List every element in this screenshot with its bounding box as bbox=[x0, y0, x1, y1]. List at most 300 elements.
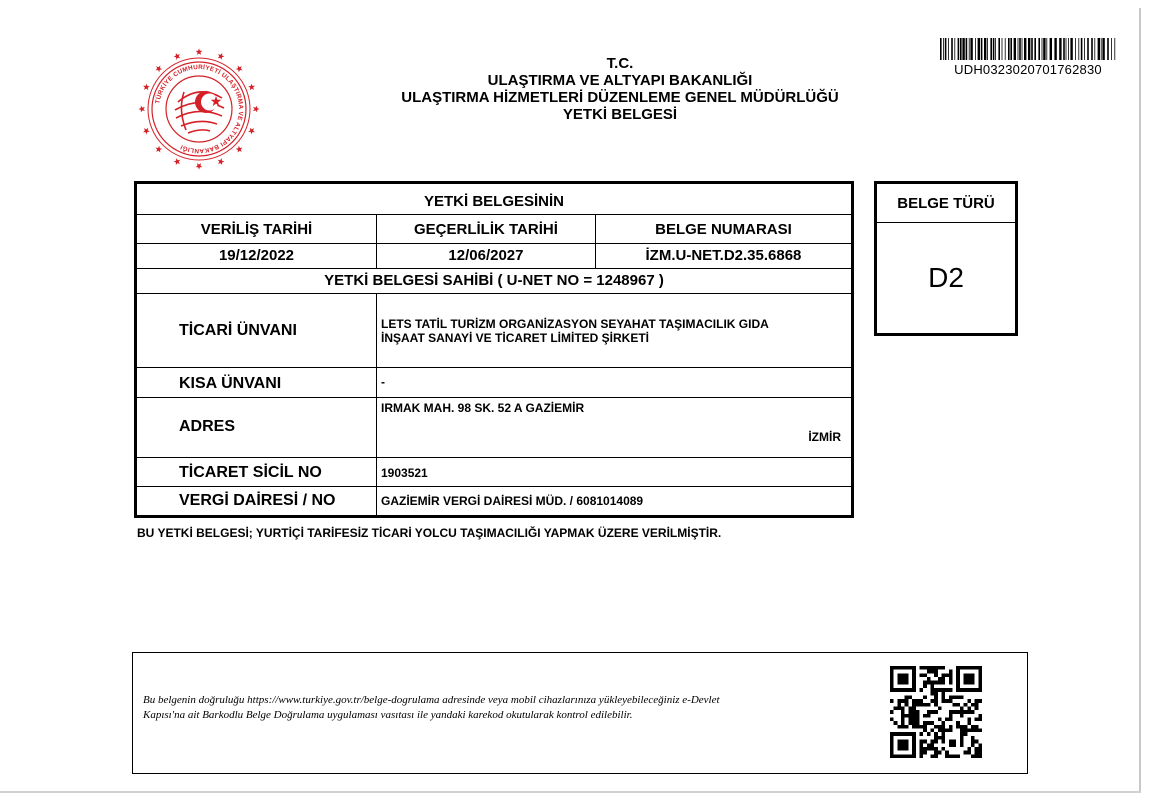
holder-title: YETKİ BELGESİ SAHİBİ ( U-NET NO = 1248967 ) bbox=[136, 268, 853, 293]
tax-office-label: VERGİ DAİRESİ / NO bbox=[136, 486, 377, 516]
qr-module bbox=[912, 688, 916, 692]
qr-module bbox=[964, 673, 968, 677]
qr-module bbox=[945, 754, 949, 758]
barcode-bar bbox=[962, 38, 964, 60]
qr-module bbox=[956, 673, 960, 677]
seal-star-icon bbox=[218, 53, 225, 60]
qr-module bbox=[964, 703, 968, 707]
qr-module bbox=[919, 725, 923, 729]
qr-module bbox=[912, 699, 916, 703]
qr-module bbox=[978, 714, 982, 718]
qr-module bbox=[978, 677, 982, 681]
column-valid-until: GEÇERLİLİK TARİHİ bbox=[377, 215, 596, 243]
qr-module bbox=[942, 695, 946, 699]
seal-star-icon bbox=[155, 65, 162, 72]
qr-module bbox=[890, 688, 894, 692]
qr-module bbox=[949, 743, 953, 747]
barcode-bar bbox=[1014, 38, 1016, 60]
qr-module bbox=[919, 747, 923, 751]
trade-name-line-1: LETS TATİL TURİZM ORGANİZASYON SEYAHAT TAŞIMACILIK GIDA bbox=[381, 316, 769, 331]
qr-module bbox=[942, 673, 946, 677]
qr-module bbox=[890, 666, 894, 670]
trade-name-label: TİCARİ ÜNVANI bbox=[136, 293, 377, 367]
qr-module bbox=[978, 666, 982, 670]
document-number-value: İZM.U-NET.D2.35.6868 bbox=[595, 243, 852, 268]
header-directorate: ULAŞTIRMA HİZMETLERİ DÜZENLEME GENEL MÜDÜRLÜĞÜ bbox=[401, 89, 839, 106]
qr-module bbox=[945, 751, 949, 755]
qr-module bbox=[978, 688, 982, 692]
barcode-bar bbox=[1091, 38, 1093, 60]
qr-module bbox=[905, 747, 909, 751]
qr-module bbox=[927, 732, 931, 736]
qr-module bbox=[942, 729, 946, 733]
qr-module bbox=[897, 732, 901, 736]
qr-module bbox=[927, 670, 931, 674]
qr-module bbox=[934, 666, 938, 670]
qr-module bbox=[901, 673, 905, 677]
qr-module bbox=[912, 706, 916, 710]
barcode-bar bbox=[981, 38, 983, 60]
qr-module bbox=[890, 743, 894, 747]
qr-module bbox=[938, 729, 942, 733]
barcode-bar bbox=[993, 38, 995, 60]
qr-module bbox=[894, 706, 898, 710]
qr-module bbox=[919, 751, 923, 755]
qr-module bbox=[978, 751, 982, 755]
qr-module bbox=[923, 740, 927, 744]
qr-module bbox=[942, 747, 946, 751]
qr-module bbox=[927, 710, 931, 714]
barcode-bar bbox=[951, 38, 953, 60]
qr-module bbox=[938, 677, 942, 681]
qr-module bbox=[964, 751, 968, 755]
qr-module bbox=[923, 684, 927, 688]
qr-module bbox=[975, 740, 979, 744]
qr-module bbox=[942, 681, 946, 685]
qr-module bbox=[923, 666, 927, 670]
qr-module bbox=[923, 751, 927, 755]
barcode-bar bbox=[1054, 38, 1056, 60]
qr-module bbox=[956, 677, 960, 681]
barcode-bar bbox=[1107, 38, 1109, 60]
barcode-bar bbox=[1087, 38, 1089, 60]
qr-module bbox=[901, 677, 905, 681]
qr-module bbox=[960, 732, 964, 736]
qr-module bbox=[901, 706, 905, 710]
qr-module bbox=[890, 740, 894, 744]
barcode-bar bbox=[1042, 38, 1043, 60]
barcode-bar bbox=[1063, 38, 1065, 60]
barcode-bar bbox=[940, 38, 942, 60]
qr-module bbox=[934, 740, 938, 744]
qr-module bbox=[942, 740, 946, 744]
qr-module bbox=[978, 747, 982, 751]
qr-module bbox=[897, 688, 901, 692]
qr-module bbox=[905, 754, 909, 758]
qr-module bbox=[894, 688, 898, 692]
header-country: T.C. bbox=[606, 55, 634, 72]
qr-module bbox=[916, 725, 920, 729]
qr-module bbox=[897, 706, 901, 710]
qr-module bbox=[919, 666, 923, 670]
qr-module bbox=[901, 747, 905, 751]
qr-module bbox=[967, 688, 971, 692]
barcode-bar bbox=[995, 38, 996, 60]
qr-module bbox=[916, 699, 920, 703]
qr-module bbox=[930, 721, 934, 725]
qr-module bbox=[919, 740, 923, 744]
qr-module bbox=[964, 725, 968, 729]
qr-module bbox=[930, 743, 934, 747]
section-title: YETKİ BELGESİNİN bbox=[136, 183, 853, 215]
qr-module bbox=[975, 754, 979, 758]
qr-module bbox=[956, 688, 960, 692]
barcode-bar bbox=[1034, 38, 1036, 60]
qr-module bbox=[964, 688, 968, 692]
header-document-title: YETKİ BELGESİ bbox=[562, 106, 678, 123]
barcode-bar bbox=[1101, 38, 1102, 60]
qr-module bbox=[890, 684, 894, 688]
ministry-seal-icon bbox=[134, 44, 264, 174]
qr-module bbox=[905, 699, 909, 703]
qr-module bbox=[890, 670, 894, 674]
qr-module bbox=[901, 743, 905, 747]
qr-module bbox=[912, 754, 916, 758]
qr-module bbox=[912, 725, 916, 729]
qr-module bbox=[949, 754, 953, 758]
barcode-bar bbox=[975, 38, 976, 60]
certificate-type-box bbox=[874, 181, 1018, 336]
qr-module bbox=[971, 703, 975, 707]
qr-module bbox=[923, 703, 927, 707]
qr-module bbox=[912, 681, 916, 685]
qr-module bbox=[927, 677, 931, 681]
short-name-value: - bbox=[377, 368, 853, 397]
qr-module bbox=[938, 706, 942, 710]
barcode-bar bbox=[1010, 38, 1012, 60]
qr-module bbox=[912, 732, 916, 736]
qr-module bbox=[934, 747, 938, 751]
qr-module bbox=[964, 666, 968, 670]
seal-star-icon bbox=[138, 106, 145, 113]
qr-module bbox=[894, 666, 898, 670]
qr-module bbox=[916, 714, 920, 718]
qr-module bbox=[930, 670, 934, 674]
qr-module bbox=[897, 725, 901, 729]
address-value bbox=[377, 397, 853, 458]
qr-module bbox=[949, 740, 953, 744]
qr-module bbox=[897, 754, 901, 758]
barcode-bar bbox=[1084, 38, 1085, 60]
qr-module bbox=[923, 721, 927, 725]
qr-module bbox=[934, 673, 938, 677]
certificate-table bbox=[134, 181, 854, 518]
qr-module bbox=[905, 681, 909, 685]
qr-module bbox=[964, 732, 968, 736]
seal-star-icon bbox=[196, 48, 203, 55]
barcode-bar bbox=[1075, 38, 1076, 60]
qr-code-icon[interactable] bbox=[890, 666, 982, 758]
column-issue-date: VERİLİŞ TARİHİ bbox=[136, 215, 377, 243]
address-label: ADRES bbox=[136, 397, 377, 458]
qr-module bbox=[905, 688, 909, 692]
qr-module bbox=[953, 695, 957, 699]
qr-module bbox=[905, 673, 909, 677]
trade-name-value bbox=[377, 293, 853, 367]
qr-module bbox=[901, 754, 905, 758]
qr-module bbox=[908, 706, 912, 710]
qr-module bbox=[908, 688, 912, 692]
qr-module bbox=[930, 699, 934, 703]
qr-module bbox=[934, 732, 938, 736]
barcode-bar bbox=[1043, 38, 1045, 60]
qr-module bbox=[890, 699, 894, 703]
qr-module bbox=[930, 688, 934, 692]
qr-module bbox=[942, 666, 946, 670]
qr-module bbox=[949, 699, 953, 703]
qr-module bbox=[930, 740, 934, 744]
barcode-bar bbox=[1031, 38, 1033, 60]
qr-module bbox=[916, 703, 920, 707]
qr-module bbox=[897, 673, 901, 677]
qr-module bbox=[912, 721, 916, 725]
qr-module bbox=[978, 729, 982, 733]
seal-star-icon bbox=[174, 158, 181, 165]
qr-module bbox=[927, 743, 931, 747]
qr-module bbox=[901, 718, 905, 722]
qr-module bbox=[912, 736, 916, 740]
qr-module bbox=[934, 725, 938, 729]
qr-module bbox=[923, 673, 927, 677]
qr-module bbox=[942, 677, 946, 681]
qr-module bbox=[912, 751, 916, 755]
qr-module bbox=[901, 666, 905, 670]
qr-module bbox=[949, 718, 953, 722]
qr-module bbox=[912, 684, 916, 688]
qr-module bbox=[919, 688, 923, 692]
qr-module bbox=[894, 721, 898, 725]
qr-module bbox=[930, 710, 934, 714]
qr-module bbox=[927, 666, 931, 670]
verification-text bbox=[143, 693, 873, 723]
qr-module bbox=[901, 732, 905, 736]
barcode-bar bbox=[1114, 38, 1115, 60]
qr-module bbox=[942, 688, 946, 692]
seal-text: TÜRKİYE CUMHURİYETİ ULAŞTIRMA VE ALTYAPI BAKANLIĞI bbox=[154, 63, 245, 155]
barcode-number: UDH0323020701762830 bbox=[954, 62, 1102, 77]
qr-module bbox=[927, 714, 931, 718]
qr-module bbox=[912, 670, 916, 674]
barcode-bar bbox=[1008, 38, 1010, 60]
qr-module bbox=[971, 729, 975, 733]
qr-module bbox=[919, 754, 923, 758]
qr-module bbox=[908, 666, 912, 670]
qr-module bbox=[960, 743, 964, 747]
qr-module bbox=[967, 706, 971, 710]
barcode-bar bbox=[1024, 38, 1026, 60]
seal-star-icon bbox=[248, 84, 255, 91]
qr-module bbox=[978, 718, 982, 722]
barcode-bar bbox=[960, 38, 962, 60]
qr-module bbox=[908, 710, 912, 714]
barcode-bar bbox=[1002, 38, 1003, 60]
certificate-type-label: BELGE TÜRÜ bbox=[877, 184, 1015, 223]
qr-module bbox=[905, 732, 909, 736]
qr-module bbox=[938, 725, 942, 729]
qr-module bbox=[890, 673, 894, 677]
qr-module bbox=[978, 754, 982, 758]
qr-module bbox=[912, 710, 916, 714]
qr-module bbox=[945, 699, 949, 703]
qr-module bbox=[930, 747, 934, 751]
qr-module bbox=[901, 725, 905, 729]
qr-module bbox=[930, 666, 934, 670]
qr-module bbox=[930, 692, 934, 696]
qr-module bbox=[897, 743, 901, 747]
document-header bbox=[300, 55, 940, 123]
qr-module bbox=[938, 751, 942, 755]
qr-module bbox=[930, 681, 934, 685]
qr-module bbox=[971, 754, 975, 758]
barcode-bar bbox=[970, 38, 972, 60]
barcode-bar bbox=[958, 38, 960, 60]
qr-module bbox=[956, 684, 960, 688]
qr-module bbox=[934, 703, 938, 707]
column-document-number: BELGE NUMARASI bbox=[595, 215, 852, 243]
qr-module bbox=[967, 718, 971, 722]
qr-module bbox=[890, 751, 894, 755]
barcode-bar bbox=[948, 38, 949, 60]
qr-module bbox=[901, 699, 905, 703]
qr-module bbox=[905, 740, 909, 744]
qr-module bbox=[912, 747, 916, 751]
barcode-bar bbox=[969, 38, 970, 60]
barcode-bar bbox=[1070, 38, 1072, 60]
qr-module bbox=[975, 703, 979, 707]
address-line: IRMAK MAH. 98 SK. 52 A GAZİEMİR bbox=[381, 400, 585, 415]
qr-module bbox=[934, 681, 938, 685]
qr-module bbox=[938, 688, 942, 692]
barcode-bar bbox=[1028, 38, 1030, 60]
qr-module bbox=[964, 681, 968, 685]
barcode-bar bbox=[1022, 38, 1023, 60]
qr-module bbox=[897, 677, 901, 681]
qr-module bbox=[975, 751, 979, 755]
qr-module bbox=[960, 736, 964, 740]
qr-module bbox=[890, 718, 894, 722]
qr-module bbox=[938, 681, 942, 685]
qr-module bbox=[956, 666, 960, 670]
qr-module bbox=[927, 703, 931, 707]
qr-module bbox=[916, 721, 920, 725]
qr-module bbox=[956, 721, 960, 725]
qr-module bbox=[960, 695, 964, 699]
barcode-bar bbox=[1059, 38, 1061, 60]
barcode-icon bbox=[940, 38, 1116, 60]
barcode-bar bbox=[1050, 38, 1052, 60]
barcode-bar bbox=[1094, 38, 1095, 60]
qr-module bbox=[897, 699, 901, 703]
qr-module bbox=[894, 732, 898, 736]
qr-module bbox=[967, 751, 971, 755]
qr-module bbox=[949, 688, 953, 692]
seal-star-icon bbox=[196, 163, 203, 170]
qr-module bbox=[956, 681, 960, 685]
qr-module bbox=[945, 718, 949, 722]
qr-module bbox=[927, 747, 931, 751]
qr-module bbox=[890, 677, 894, 681]
qr-module bbox=[945, 673, 949, 677]
qr-module bbox=[960, 706, 964, 710]
issue-date-value: 19/12/2022 bbox=[136, 243, 377, 268]
barcode-bar bbox=[998, 38, 1000, 60]
qr-module bbox=[975, 666, 979, 670]
qr-module bbox=[971, 673, 975, 677]
verification-box bbox=[132, 652, 1028, 774]
qr-module bbox=[934, 751, 938, 755]
qr-module bbox=[897, 666, 901, 670]
qr-module bbox=[912, 703, 916, 707]
qr-module bbox=[967, 666, 971, 670]
barcode-bar bbox=[978, 38, 980, 60]
qr-module bbox=[975, 729, 979, 733]
barcode-bar bbox=[1018, 38, 1019, 60]
qr-module bbox=[890, 681, 894, 685]
seal-star-icon bbox=[155, 146, 162, 153]
qr-module bbox=[975, 718, 979, 722]
qr-module bbox=[934, 736, 938, 740]
qr-module bbox=[912, 740, 916, 744]
registry-label: TİCARET SİCİL NO bbox=[136, 458, 377, 486]
qr-module bbox=[960, 714, 964, 718]
qr-module bbox=[949, 677, 953, 681]
qr-module bbox=[897, 740, 901, 744]
qr-module bbox=[975, 747, 979, 751]
qr-module bbox=[956, 710, 960, 714]
qr-module bbox=[967, 710, 971, 714]
qr-module bbox=[953, 743, 957, 747]
qr-module bbox=[949, 681, 953, 685]
qr-module bbox=[971, 681, 975, 685]
qr-module bbox=[975, 706, 979, 710]
seal-star-icon bbox=[143, 84, 150, 91]
qr-module bbox=[971, 666, 975, 670]
seal-star-icon bbox=[236, 65, 243, 72]
qr-module bbox=[919, 743, 923, 747]
seal-star-icon bbox=[143, 128, 150, 135]
barcode-bar bbox=[1038, 38, 1040, 60]
qr-module bbox=[942, 725, 946, 729]
page-edge-right bbox=[1139, 8, 1141, 793]
qr-module bbox=[905, 677, 909, 681]
qr-module bbox=[905, 695, 909, 699]
barcode-bar bbox=[1078, 38, 1079, 60]
tax-office-value: GAZİEMİR VERGİ DAİRESİ MÜD. / 6081014089 bbox=[377, 486, 853, 516]
qr-module bbox=[890, 710, 894, 714]
qr-module bbox=[945, 688, 949, 692]
barcode-bar bbox=[1005, 38, 1006, 60]
qr-module bbox=[945, 729, 949, 733]
qr-module bbox=[934, 699, 938, 703]
qr-module bbox=[912, 666, 916, 670]
qr-module bbox=[912, 743, 916, 747]
qr-module bbox=[908, 695, 912, 699]
barcode-bar bbox=[984, 38, 986, 60]
qr-module bbox=[890, 736, 894, 740]
qr-module bbox=[923, 725, 927, 729]
qr-module bbox=[912, 718, 916, 722]
qr-module bbox=[953, 740, 957, 744]
